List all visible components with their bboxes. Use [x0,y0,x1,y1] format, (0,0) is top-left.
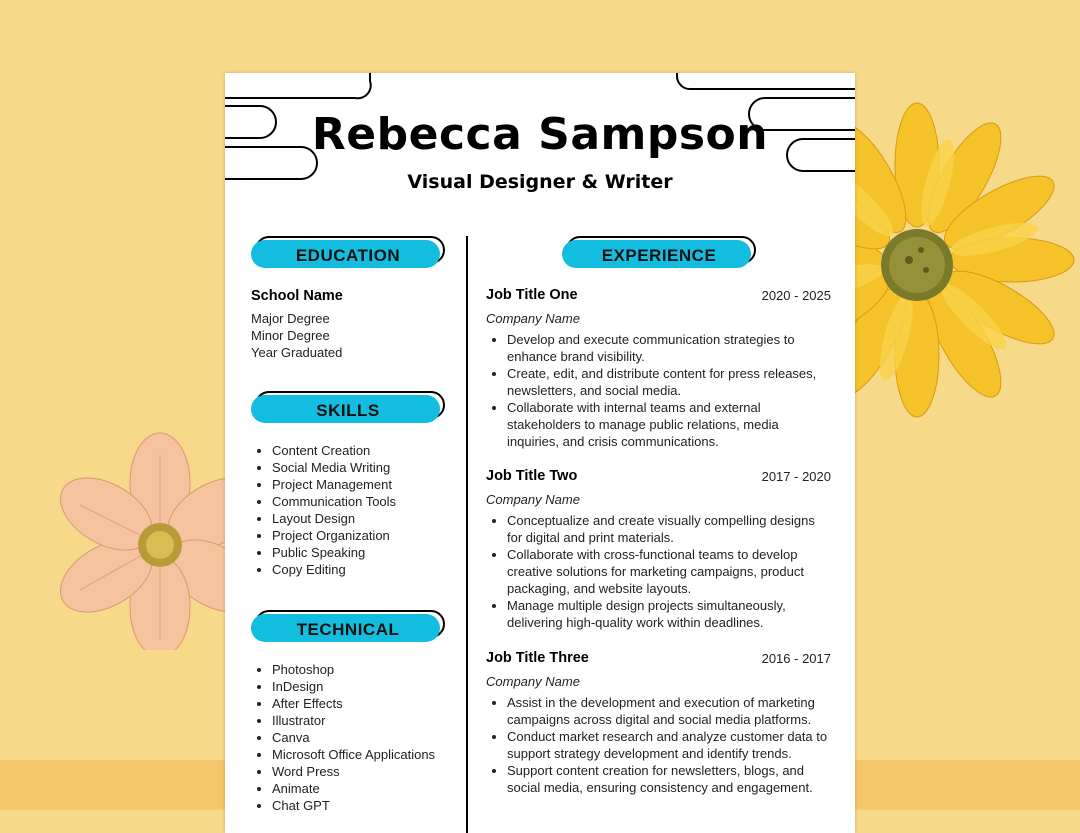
experience-heading: EXPERIENCE [601,246,717,265]
technical-item: • Word Press [272,763,466,780]
job-entry-3 [486,650,831,796]
technical-item: • After Effects [272,695,466,712]
job-bullet: • Support content creation for newsletters, blogs, and social media, ensuring consistency and engagement. [507,762,831,796]
job-entry-1 [486,287,831,450]
job-entry-2 [486,468,831,631]
technical-heading-badge [251,610,445,640]
company-name: Company Name [486,674,580,689]
peach-flower-illustration [35,410,235,650]
company-name: Company Name [486,492,580,507]
education-section [251,288,451,361]
job-title: Job Title Two [486,468,578,484]
job-title: Job Title One [486,287,578,303]
technical-section [251,661,466,814]
skill-item: • Project Management [272,476,466,493]
job-bullet: • Assist in the development and execution of marketing campaigns across digital and social media platforms. [507,694,831,728]
skill-item: • Social Media Writing [272,459,466,476]
job-years: 2016 - 2017 [761,651,831,666]
job-years: 2017 - 2020 [761,469,831,484]
job-bullet: • Conduct market research and analyze customer data to support strategy development and identify trends. [507,728,831,762]
job-title: Job Title Three [486,650,589,666]
job-bullet: • Create, edit, and distribute content for press releases, newsletters, and social media. [507,365,831,399]
job-years: 2020 - 2025 [761,288,831,303]
skills-section [251,442,466,578]
skill-item: • Communication Tools [272,493,466,510]
skill-item: • Public Speaking [272,544,466,561]
job-bullet: • Develop and execute communication strategies to enhance brand visibility. [507,331,831,365]
experience-heading-badge [562,236,756,266]
candidate-title: Visual Designer & Writer [407,171,673,193]
skill-item: • Content Creation [272,442,466,459]
skill-item: • Project Organization [272,527,466,544]
job-bullet: • Collaborate with internal teams and external stakeholders to manage public relations, media inquiries, and crisis communications. [507,399,831,450]
job-bullet: • Manage multiple design projects simultaneously, delivering high-quality work within deadlines. [507,597,831,631]
resume-page [225,73,855,833]
education-heading-badge [251,236,445,266]
company-name: Company Name [486,311,580,326]
technical-heading: TECHNICAL [296,620,400,639]
education-line: Year Graduated [251,345,343,360]
technical-item: • Chat GPT [272,797,466,814]
technical-item: • InDesign [272,678,466,695]
technical-item: • Microsoft Office Applications [272,746,466,763]
school-name: School Name [251,288,343,304]
skill-item: • Layout Design [272,510,466,527]
technical-item: • Photoshop [272,661,466,678]
candidate-name: Rebecca Sampson [311,109,769,160]
technical-item: • Illustrator [272,712,466,729]
skill-item: • Copy Editing [272,561,466,578]
skills-heading: SKILLS [316,401,380,420]
column-divider [466,236,468,833]
education-line: Major Degree [251,311,330,326]
education-line: Minor Degree [251,328,330,343]
education-heading: EDUCATION [295,246,401,265]
yellow-flower-illustration [820,100,1080,430]
technical-item: • Animate [272,780,466,797]
job-bullet: • Conceptualize and create visually compelling designs for digital and print materials. [507,512,831,546]
job-bullet: • Collaborate with cross-functional teams to develop creative solutions for marketing campaigns, product packaging, and website layouts. [507,546,831,597]
technical-item: • Canva [272,729,466,746]
skills-heading-badge [251,391,445,421]
